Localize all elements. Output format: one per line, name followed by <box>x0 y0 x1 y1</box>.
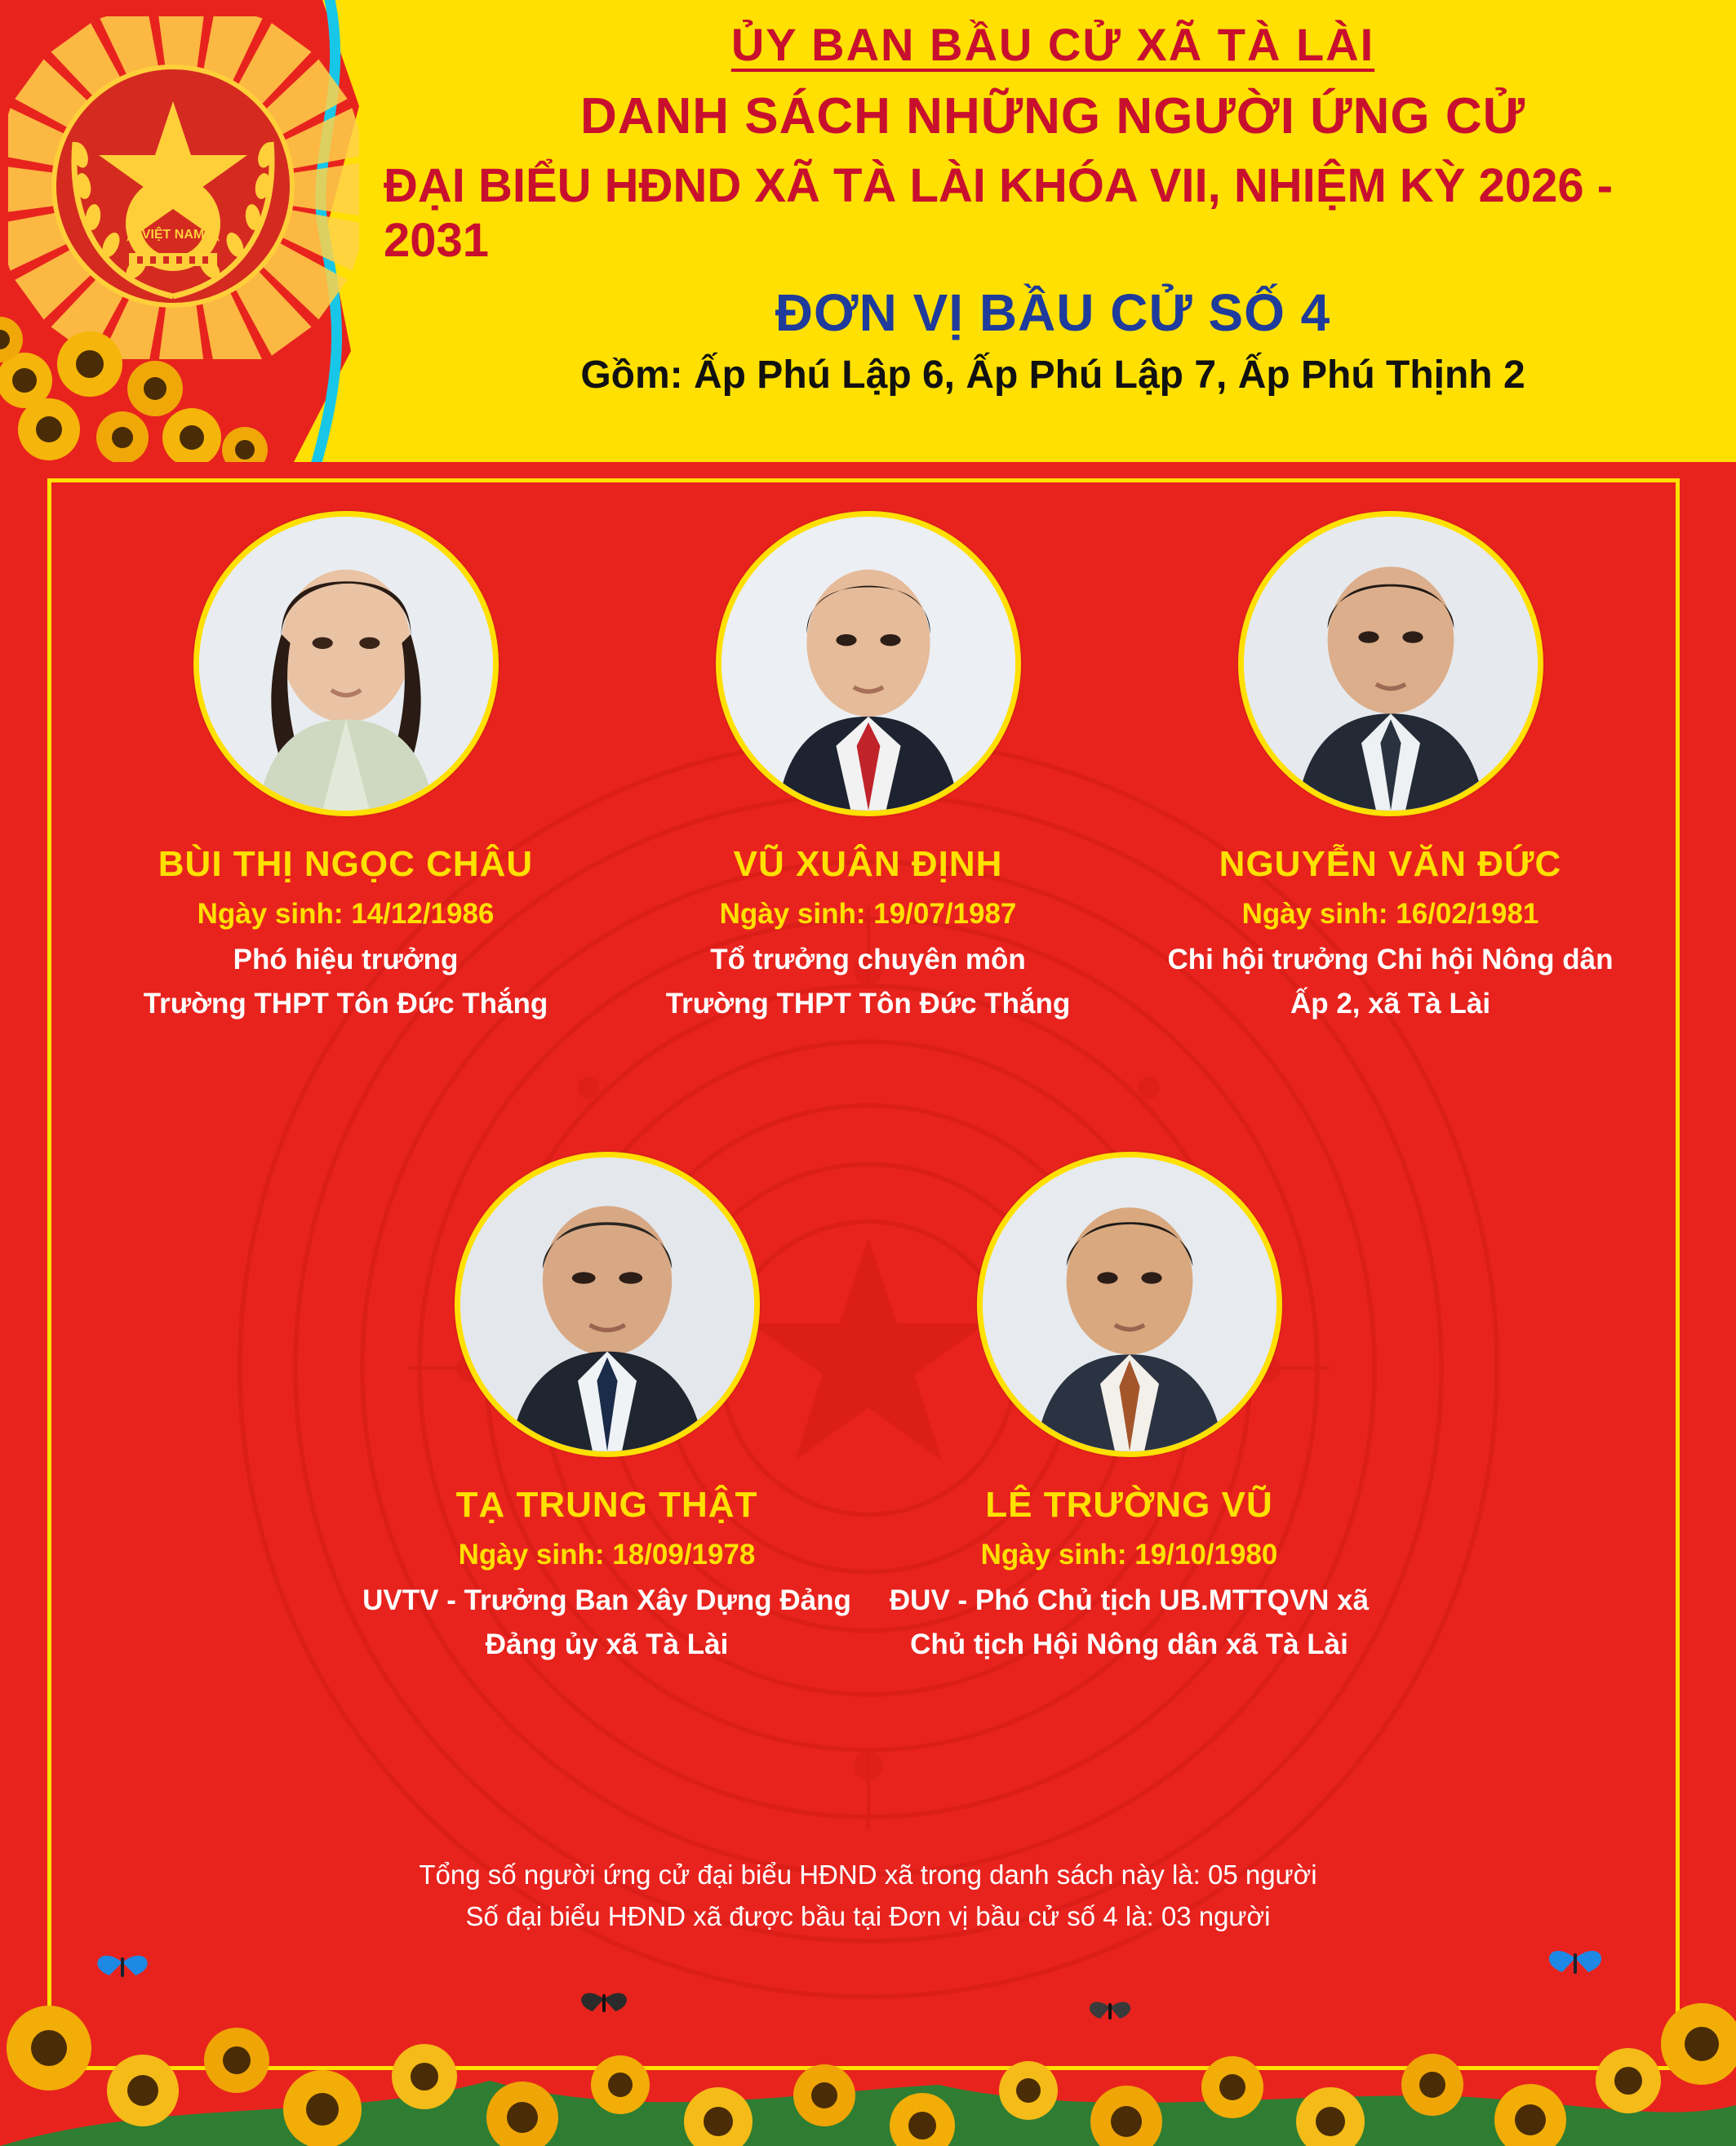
emblem-banner-text: VIỆT NAM <box>141 228 205 242</box>
footer-seats-available: Số đại biểu HĐND xã được bầu tại Đơn vị bầu cử số 4 là: 03 người <box>465 1901 1271 1932</box>
candidate-organization: Chủ tịch Hội Nông dân xã Tà Lài <box>910 1628 1348 1660</box>
election-unit-title: ĐƠN VỊ BẦU CỬ SỐ 4 <box>775 283 1331 342</box>
candidate-dob: Ngày sinh: 18/09/1978 <box>458 1539 756 1571</box>
poster-header <box>0 0 1736 462</box>
candidate-name: LÊ TRƯỜNG VŨ <box>985 1485 1273 1525</box>
candidate-row-1 <box>0 511 1736 1020</box>
candidate-position: Chi hội trưởng Chi hội Nông dân <box>1167 944 1614 975</box>
candidate-photo <box>716 511 1021 816</box>
committee-title: ỦY BAN BẦU CỬ XÃ TÀ LÀI <box>730 19 1375 70</box>
candidate-photo <box>1238 511 1543 816</box>
candidate-organization: Trường THPT Tôn Đức Thắng <box>143 988 548 1020</box>
header-text-block <box>384 0 1722 462</box>
candidate-position: Tổ trưởng chuyên môn <box>710 944 1026 975</box>
candidate-row-2 <box>0 1152 1736 1661</box>
footer-summary <box>0 1854 1736 1937</box>
candidate-position: Phó hiệu trưởng <box>233 944 459 975</box>
candidate-card <box>362 1152 851 1661</box>
candidate-position: UVTV - Trưởng Ban Xây Dựng Đảng <box>362 1584 851 1616</box>
candidates-section <box>0 462 1736 2146</box>
candidate-card <box>889 1152 1370 1661</box>
candidate-name: TẠ TRUNG THẬT <box>455 1485 758 1525</box>
candidate-organization: Đảng ủy xã Tà Lài <box>485 1628 729 1660</box>
header-sunflower-decoration <box>0 307 392 462</box>
candidate-dob: Ngày sinh: 16/02/1981 <box>1241 898 1539 930</box>
candidate-dob: Ngày sinh: 19/07/1987 <box>719 898 1017 930</box>
candidate-dob: Ngày sinh: 14/12/1986 <box>197 898 495 930</box>
candidate-card <box>118 511 575 1020</box>
candidate-position: ĐUV - Phó Chủ tịch UB.MTTQVN xã <box>889 1584 1370 1616</box>
candidate-card <box>1162 511 1619 1020</box>
footer-total-candidates: Tổng số người ứng cử đại biểu HĐND xã trong danh sách này là: 05 người <box>419 1859 1317 1890</box>
candidate-card <box>640 511 1097 1020</box>
candidate-organization: Ấp 2, xã Tà Lài <box>1290 988 1491 1020</box>
candidate-name: NGUYỄN VĂN ĐỨC <box>1219 844 1562 884</box>
candidate-name: BÙI THỊ NGỌC CHÂU <box>158 844 534 884</box>
candidate-photo <box>193 511 499 816</box>
candidate-name: VŨ XUÂN ĐỊNH <box>733 844 1003 884</box>
candidate-dob: Ngày sinh: 19/10/1980 <box>980 1539 1278 1571</box>
candidate-photo <box>455 1152 760 1457</box>
candidate-organization: Trường THPT Tôn Đức Thắng <box>665 988 1071 1020</box>
candidate-photo <box>977 1152 1282 1457</box>
poster-title-line2: ĐẠI BIỂU HĐND XÃ TÀ LÀI KHÓA VII, NHIỆM KỲ 2026 - 2031 <box>384 159 1614 267</box>
hamlets-subtitle: Gồm: Ấp Phú Lập 6, Ấp Phú Lập 7, Ấp Phú Thịnh 2 <box>580 353 1525 397</box>
poster-title-line1: DANH SÁCH NHỮNG NGƯỜI ỨNG CỬ <box>579 88 1526 144</box>
vietnam-national-emblem-icon <box>51 64 295 309</box>
